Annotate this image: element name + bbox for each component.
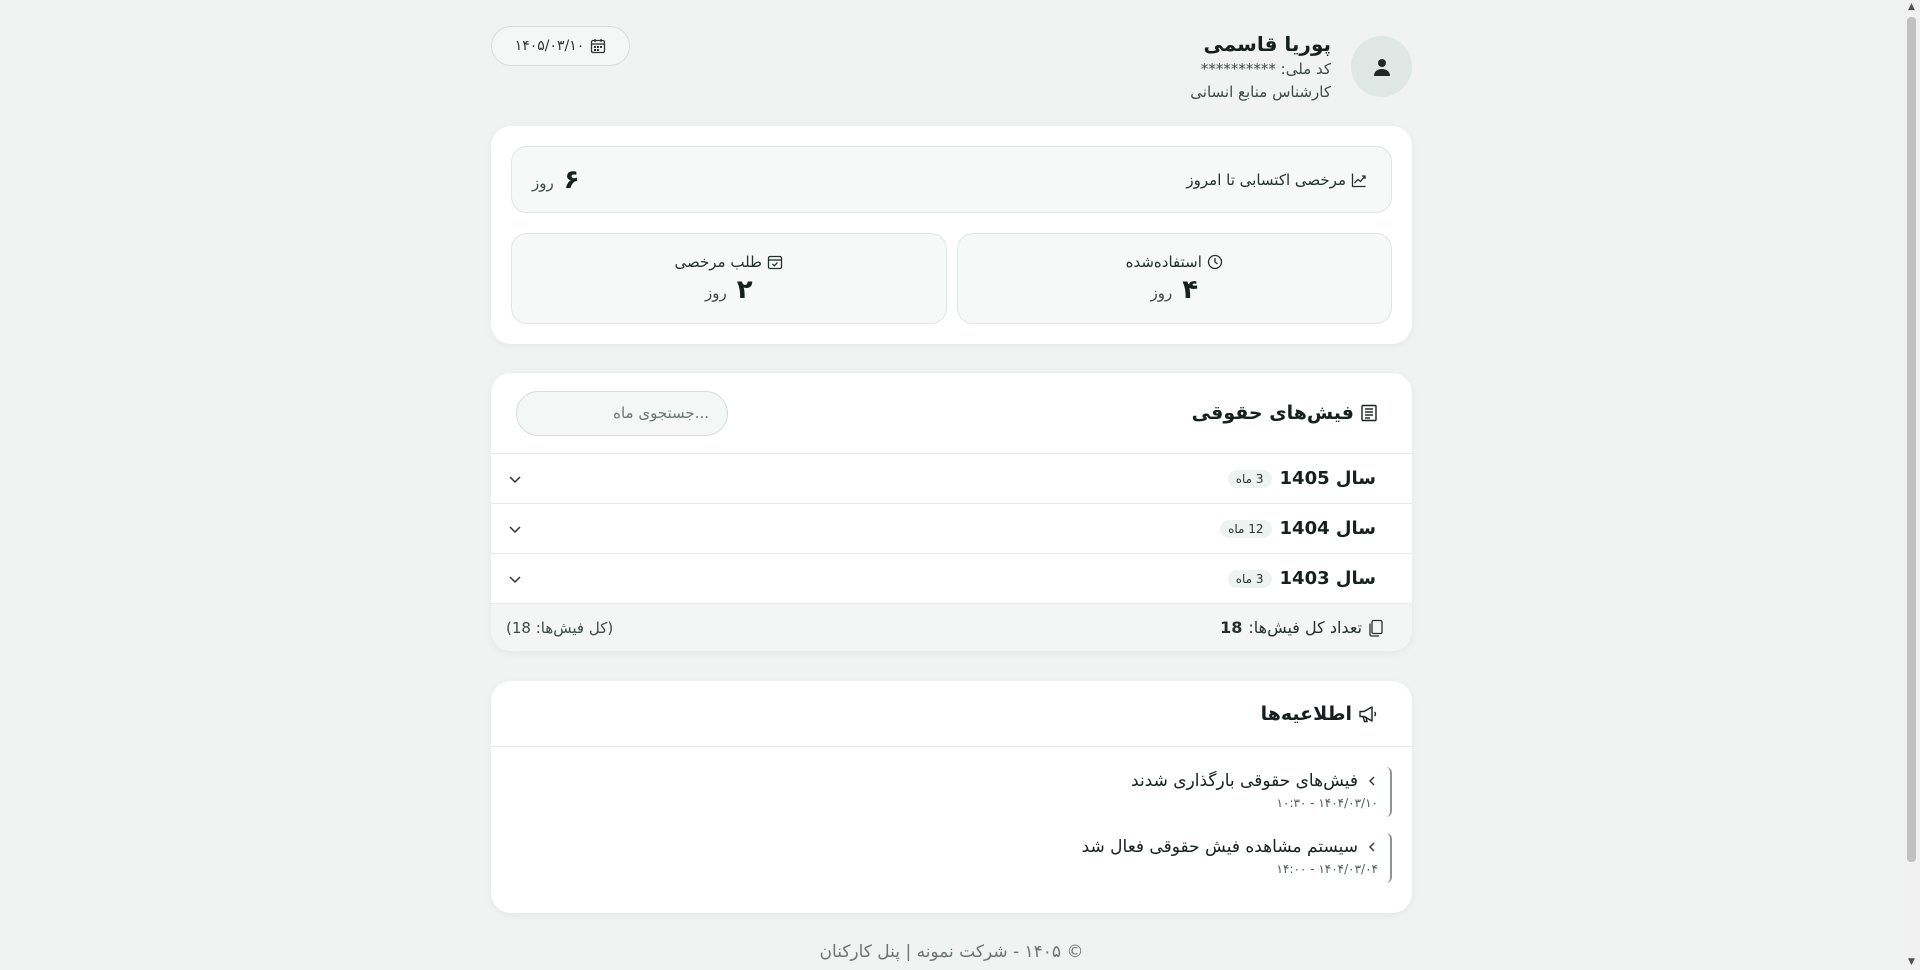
announcements-card: [491, 681, 1412, 913]
payslips-title: [1192, 402, 1378, 424]
calendar-icon: [590, 38, 606, 54]
requested-label-text: طلب مرخصی: [674, 252, 762, 271]
year-label: [1228, 468, 1376, 489]
earned-value: [532, 165, 580, 195]
page-footer: © ۱۴۰۵ - شرکت نمونه | پنل کارکنان: [819, 942, 1084, 962]
used-value: [1150, 275, 1198, 305]
user-info: [1190, 30, 1331, 104]
clock-icon: [1207, 254, 1223, 270]
requested-label: [675, 253, 784, 271]
vertical-scrollbar[interactable]: [1903, 0, 1920, 970]
year-title: سال 1404: [1279, 518, 1376, 539]
month-search-input[interactable]: [516, 391, 728, 436]
calendar-check-icon: [767, 254, 783, 270]
year-label: [1228, 568, 1376, 589]
announcements-list: [491, 747, 1412, 883]
announcement-title: [511, 835, 1378, 859]
receipt-icon: [1360, 404, 1378, 422]
payslips-title-text: فیش‌های حقوقی: [1191, 402, 1354, 424]
user-role: کارشناس منابع انسانی: [1190, 83, 1331, 101]
year-title: سال 1405: [1279, 468, 1376, 489]
total-payslips: [1220, 618, 1384, 637]
announcement-title: [511, 769, 1378, 793]
leave-used-box: [957, 233, 1393, 324]
user-icon: [1372, 57, 1392, 77]
earned-unit: روز: [532, 173, 554, 192]
chevron-down-icon[interactable]: [507, 471, 523, 487]
year-title: سال 1403: [1279, 568, 1376, 589]
earned-number: ۶: [563, 164, 580, 195]
copy-icon: [1368, 619, 1384, 637]
megaphone-icon: [1358, 705, 1378, 723]
requested-number: ۲: [736, 274, 753, 305]
date-pill: [491, 26, 630, 66]
year-row-1405[interactable]: [491, 454, 1412, 504]
total-label-text: تعداد کل فیش‌ها:: [1248, 618, 1362, 637]
profile-header: [491, 0, 1412, 126]
scroll-down-icon[interactable]: ▼: [1908, 957, 1915, 967]
chevron-down-icon[interactable]: [507, 571, 523, 587]
requested-unit: روز: [704, 283, 727, 302]
chart-line-icon: [1351, 172, 1367, 188]
announcements-title-text: اطلاعیه‌ها: [1260, 702, 1352, 725]
user-name: پوریا قاسمی: [1203, 32, 1331, 56]
avatar: [1351, 36, 1412, 97]
payslips-footer: [491, 604, 1412, 651]
leave-requested-box: [511, 233, 947, 324]
announcements-title: [1261, 703, 1378, 725]
used-label: [1126, 253, 1223, 271]
year-row-1403[interactable]: [491, 554, 1412, 604]
chevron-down-icon[interactable]: [507, 521, 523, 537]
requested-value: [705, 275, 753, 305]
scroll-thumb[interactable]: [1907, 17, 1916, 862]
used-unit: روز: [1150, 283, 1173, 302]
announcement-item[interactable]: [511, 767, 1392, 817]
leave-earned: [511, 146, 1392, 213]
announcement-title-text: سیستم مشاهده فیش حقوقی فعال شد: [1081, 837, 1358, 857]
total-count: 18: [1220, 618, 1243, 637]
national-id: کد ملی: **********: [1200, 60, 1331, 78]
announcement-time: ۱۴۰۴/۰۳/۰۴ - ۱۴:۰۰: [1276, 862, 1378, 876]
announcement-item[interactable]: [511, 833, 1392, 883]
month-count-badge: 12 ماه: [1220, 520, 1271, 538]
total-note: (کل فیش‌ها: 18): [506, 618, 614, 637]
announcement-time: ۱۴۰۴/۰۳/۱۰ - ۱۰:۳۰: [1276, 796, 1378, 810]
payslips-header: [491, 373, 1412, 454]
announcement-title-text: فیش‌های حقوقی بارگذاری شدند: [1131, 771, 1358, 791]
payslips-card: [491, 373, 1412, 651]
used-number: ۴: [1182, 274, 1199, 305]
chevron-left-icon: [1366, 775, 1378, 787]
used-label-text: استفاده‌شده: [1125, 252, 1202, 271]
current-date: ۱۴۰۵/۰۳/۱۰: [514, 38, 585, 54]
year-row-1404[interactable]: [491, 504, 1412, 554]
earned-label: [1186, 171, 1367, 189]
leave-card: [491, 126, 1412, 344]
announcements-header: [491, 681, 1412, 747]
chevron-left-icon: [1366, 841, 1378, 853]
leave-stats-row: [511, 233, 1392, 324]
scroll-up-icon[interactable]: ▲: [1908, 2, 1915, 12]
earned-label-text: مرخصی اکتسابی تا امروز: [1186, 170, 1346, 189]
page: [491, 0, 1412, 962]
month-count-badge: 3 ماه: [1228, 570, 1272, 588]
year-label: [1220, 518, 1376, 539]
month-count-badge: 3 ماه: [1228, 470, 1272, 488]
